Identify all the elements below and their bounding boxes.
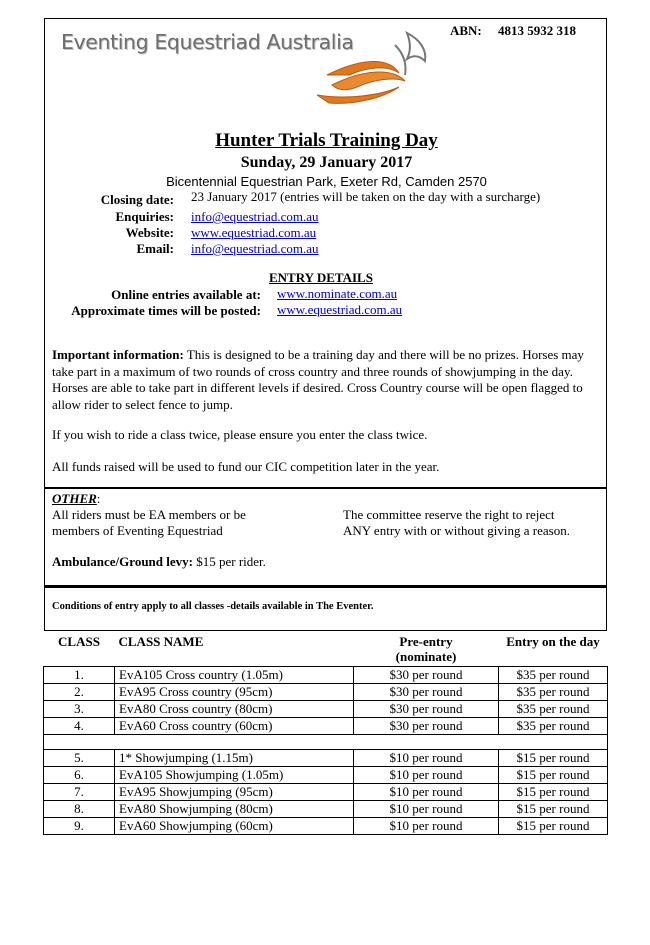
reserve-right-note: The committee reserve the right to reject ANY entry with or without giving a reason. <box>343 507 570 538</box>
other-heading: OTHER: <box>52 491 101 506</box>
class-name-header: CLASS NAME <box>115 631 354 667</box>
closing-date-value: 23 January 2017 (entries will be taken on the day with a surcharge) <box>191 189 541 204</box>
table-row: 5. 1* Showjumping (1.15m) $10 per round $15 per round <box>44 750 608 767</box>
entry-form <box>44 18 607 835</box>
enquiries-label: Enquiries: <box>115 209 174 224</box>
table-row: 8. EvA80 Showjumping (80cm) $10 per round $15 per round <box>44 801 608 818</box>
website-label: Website: <box>125 225 174 240</box>
table-row: 6. EvA105 Showjumping (1.05m) $10 per round $15 per round <box>44 767 608 784</box>
email-label: Email: <box>136 241 174 256</box>
table-row: 2. EvA95 Cross country (95cm) $30 per round $35 per round <box>44 684 608 701</box>
eventing-equestriad-logo <box>59 25 439 125</box>
closing-date-label: Closing date: <box>100 192 174 207</box>
website-link[interactable]: www.equestriad.com.au <box>191 225 317 240</box>
other-section <box>44 487 607 586</box>
table-row: 3. EvA80 Cross country (80cm) $30 per round $35 per round <box>44 701 608 718</box>
enquiries-link[interactable]: info@equestriad.com.au <box>191 209 319 224</box>
abn: ABN: 4813 5932 318 <box>449 23 576 38</box>
nominate-link[interactable]: www.nominate.com.au <box>277 286 398 301</box>
event-title: Hunter Trials Training Day <box>215 130 438 151</box>
table-spacer-row <box>44 735 608 750</box>
class-twice-note: If you wish to ride a class twice, please ensure you enter the class twice. <box>52 427 428 442</box>
table-header-row <box>44 631 608 667</box>
conditions-note: Conditions of entry apply to all classes -details available in The Eventer. <box>52 601 374 612</box>
classes-table <box>43 631 608 835</box>
event-date: Sunday, 29 January 2017 <box>240 154 413 171</box>
table-row: 9. EvA60 Showjumping (60cm) $10 per round $15 per round <box>44 818 608 835</box>
table-row: 1. EvA105 Cross country (1.05m) $30 per round $35 per round <box>44 667 608 684</box>
table-row: 7. EvA95 Showjumping (95cm) $10 per round $15 per round <box>44 784 608 801</box>
levy-note: Ambulance/Ground levy: $15 per rider. <box>52 554 266 569</box>
logo-text: Eventing Equestriad Australia <box>61 30 354 54</box>
horse-head-logo-icon <box>287 25 437 115</box>
online-entries-label: Online entries available at: <box>111 287 261 302</box>
funds-note: All funds raised will be used to fund our CIC competition later in the year. <box>52 459 440 474</box>
times-posted-label: Approximate times will be posted: <box>71 303 261 318</box>
membership-note: All riders must be EA members or be members of Eventing Equestriad <box>52 507 246 538</box>
event-venue: Bicentennial Equestrian Park, Exeter Rd, Camden 2570 <box>166 174 487 189</box>
event-info-section <box>44 18 607 487</box>
entry-details-heading: ENTRY DETAILS <box>269 270 373 285</box>
times-link[interactable]: www.equestriad.com.au <box>277 302 403 317</box>
email-link[interactable]: info@equestriad.com.au <box>191 241 319 256</box>
important-information: Important information: This is designed to be a training day and there will be no prizes. Horses may take part in a maximum of two rounds of cross country and three rounds of showjumping in the day. Horses are able to take part in different levels if desired. Cross Country course will be open flagged to allow rider to select fence to jump. <box>52 347 584 412</box>
pre-entry-header: Pre-entry (nominate) <box>354 631 499 667</box>
conditions-section <box>44 586 607 631</box>
class-header: CLASS <box>44 631 115 667</box>
table-row: 4. EvA60 Cross country (60cm) $30 per round $35 per round <box>44 718 608 735</box>
entry-on-day-header: Entry on the day <box>499 631 608 667</box>
